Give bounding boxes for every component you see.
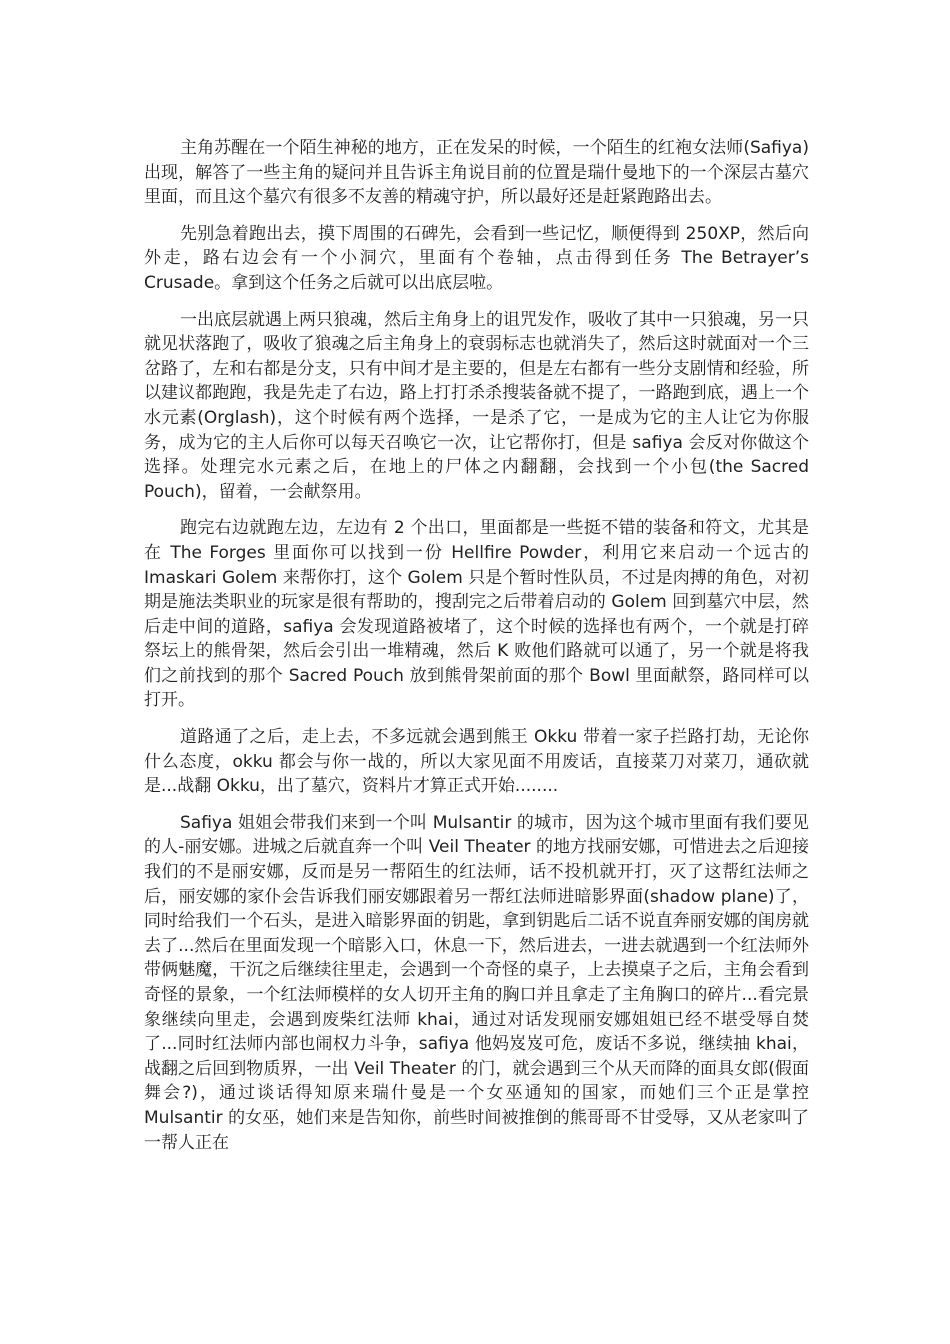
paragraph-4: 跑完右边就跑左边，左边有 2 个出口，里面都是一些挺不错的装备和符文，尤其是在 The Forges 里面你可以找到一份 Hellfire Powder，利用它来启动一个远古的 Imaskari Golem 来帮你打，这个 Golem 只是个暂时性队员，不过是肉搏的角色，对初期是施法类职业的玩家是很有帮助的，搜刮完之后带着启动的 Golem 回到墓穴中层，然后走中间的道路，safiya 会发现道路被堵了，这个时候的选择也有两个，一个就是打碎祭坛上的熊骨架，然后会引出一堆精魂，然后 K 败他们路就可以通了，另一个就是将我们之前找到的那个 Sacred Pouch 放到熊骨架前面的那个 Bowl 里面献祭，路同样可以打开。 <box>144 518 809 711</box>
paragraph-5: 道路通了之后，走上去，不多远就会遇到熊王 Okku 带着一家子拦路打劫，无论你什么态度，okku 都会与你一战的，所以大家见面不用废话，直接菜刀对菜刀，通砍就是...战翻 Okku，出了墓穴，资料片才算正式开始........ <box>144 727 809 797</box>
paragraph-3: 一出底层就遇上两只狼魂，然后主角身上的诅咒发作，吸收了其中一只狼魂，另一只就见状落跑了，吸收了狼魂之后主角身上的衰弱标志也就消失了，然后这时就面对一个三岔路了，左和右都是分支，只有中间才是主要的，但是左右都有一些分支剧情和经验，所以建议都跑跑，我是先走了右边，路上打打杀杀搜装备就不提了，一路跑到底，遇上一个水元素(Orglash)，这个时候有两个选择，一是杀了它，一是成为它的主人让它为你服务，成为它的主人后你可以每天召唤它一次，让它帮你打，但是 safiya 会反对你做这个选择。处理完水元素之后，在地上的尸体之内翻翻，会找到一个小包(the Sacred Pouch)，留着，一会献祭用。 <box>144 309 809 502</box>
document-body <box>144 136 809 1167</box>
paragraph-6: Safiya 姐姐会带我们来到一个叫 Mulsantir 的城市，因为这个城市里面有我们要见的人-丽安娜。进城之后就直奔一个叫 Veil Theater 的地方找丽安娜，可惜进去之后迎接我们的不是丽安娜，反而是另一帮陌生的红法师，话不投机就开打，灭了这帮红法师之后，丽安娜的家仆会告诉我们丽安娜跟着另一帮红法师进暗影界面(shadow plane)了，同时给我们一个石头，是进入暗影界面的钥匙，拿到钥匙后二话不说直奔丽安娜的闺房就去了...然后在里面发现一个暗影入口，休息一下，然后进去，一进去就遇到一个红法师外带俩魅魔，干沉之后继续往里走，会遇到一个奇怪的桌子，上去摸桌子之后，主角会看到奇怪的景象，一个红法师模样的女人切开主角的胸口并且拿走了主角胸口的碎片...看完景象继续向里走，会遇到废柴红法师 khai，通过对话发现丽安娜姐姐已经不堪受辱自焚了...同时红法师内部也闹权力斗争，safiya 他妈岌岌可危，废话不多说，继续抽 khai，战翻之后回到物质界，一出 Veil Theater 的门，就会遇到三个从天而降的面具女郎(假面舞会?)，通过谈话得知原来瑞什曼是一个女巫通知的国家，而她们三个正是掌控 Mulsantir 的女巫，她们来是告知你，前些时间被推倒的熊哥哥不甘受辱，又从老家叫了一帮人正在 <box>144 812 809 1153</box>
paragraph-1: 主角苏醒在一个陌生神秘的地方，正在发呆的时候，一个陌生的红袍女法师(Safiya)出现，解答了一些主角的疑问并且告诉主角说目前的位置是瑞什曼地下的一个深层古墓穴里面，而且这个墓穴有很多不友善的精魂守护，所以最好还是赶紧跑路出去。 <box>144 138 809 208</box>
paragraph-2: 先别急着跑出去，摸下周围的石碑先，会看到一些记忆，顺便得到 250XP，然后向外走，路右边会有一个小洞穴，里面有个卷轴，点击得到任务 The Betrayer’s Crusade。拿到这个任务之后就可以出底层啦。 <box>144 223 809 293</box>
